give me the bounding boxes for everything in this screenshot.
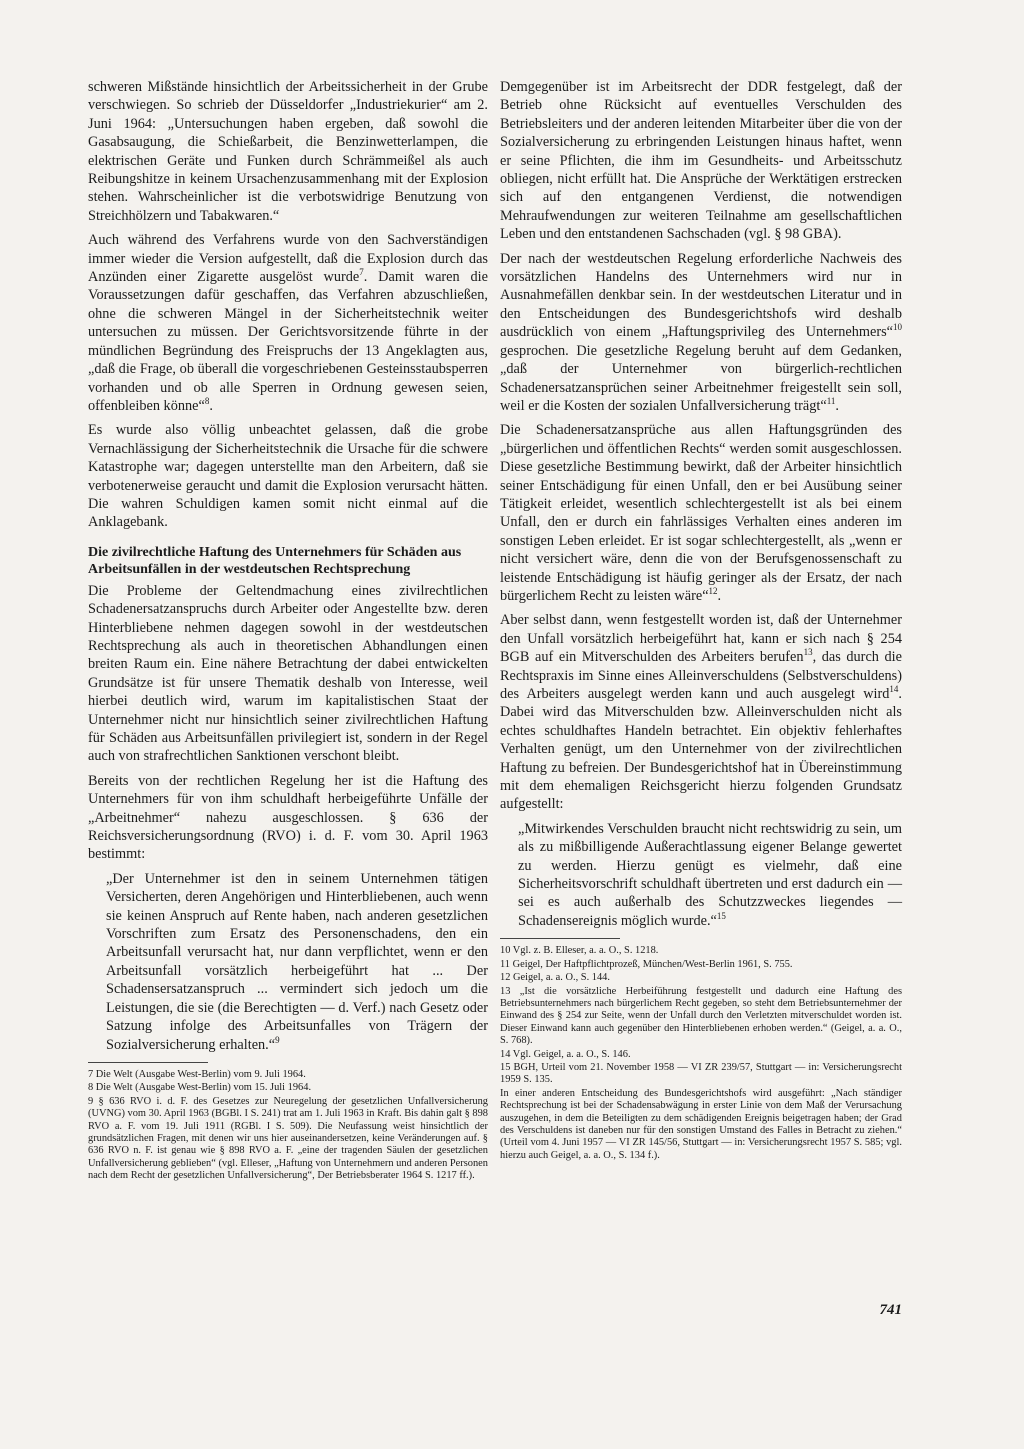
footnote-ref: 10 (893, 322, 902, 333)
footnote: 15 BGH, Urteil vom 21. November 1958 — VI ZR 239/57, Stuttgart — in: Versicherungsrecht 1959 S. 135. (500, 1061, 902, 1086)
paragraph: Die Schadenersatzansprüche aus allen Haftungsgründen des „bürgerlichen und öffentlichen Rechts“ werden somit ausgeschlossen. Diese gesetzliche Bestimmung bewirkt, daß der Arbeiter hinsichtlich seiner Entschädigung für einen Unfall, den er bei Ausübung seiner Tätigkeit erleidet, wesentlich schlechtergestellt ist als bei einem Unfall, den er durch ein fahrlässiges Verhalten eines anderen im sonstigen Leben erleidet. Er ist sogar schlechtergestellt, als „wenn er nicht versichert wäre, denn die von der Berufsgenossenschaft zu leistende Entschädigung ist häufig geringer als der Ersatz, der nach bürgerlichem Recht zu leisten wäre“$^{12}$. (500, 422, 902, 604)
footnote: 8 Die Welt (Ausgabe West-Berlin) vom 15. Juli 1964. (88, 1082, 312, 1094)
footnote-ref: 15 (716, 911, 726, 922)
paragraph: Auch während des Verfahrens wurde von den Sachverständigen immer wieder die Version aufgestellt, daß die Explosion durch das Anzünden einer Zigarette ausgelöst wurde$^7$. Damit waren die Voraussetzungen dafür geschaffen, das Verfahren abzuschließen, ohne die schweren Mängel in der Sicherheitstechnik weiter untersuchen zu müssen. Der Gerichtsvorsitzende führte in der mündlichen Begründung des Freispruchs der 13 Angeklagten aus, „daß die Frage, ob überall die vorgeschriebenen Gesteinsstaubsperren vorhanden und ob alle Sperren in Ordnung gewesen seien, offenbleiben könne“$^8$. (88, 232, 488, 414)
paragraph: Die Probleme der Geltendmachung eines zivilrechtlichen Schadenersatzanspruchs durch Arbeiter oder Angestellte bzw. deren Hinterbliebene nehmen dagegen sowohl in der westdeutschen Rechtsprechung als auch in theoretischen Abhandlungen einen breiten Raum ein. Eine nähere Betrachtung der dabei entwickelten Grundsätze ist für unsere Thematik deshalb von Interesse, weil hierbei deutlich wird, warum im kapitalistischen Staat der Unternehmer nicht nur hinsichtlich seiner zivilrechtlichen Haftung für Schäden aus Arbeitsunfällen privilegiert ist, sondern in der Regel auch von strafrechtlichen Sanktionen verschont bleibt. (88, 582, 488, 765)
block-quote: „Der Unternehmer ist den in seinem Unternehmen tätigen Versicherten, deren Angehörigen und Hinterbliebenen, auch wenn sie keinen Anspruch auf Rente haben, nach anderen gesetzlichen Vorschriften zum Ersatz des Personenschadens, den ein Arbeitsunfall verursacht hat, nur dann verpflichtet, wenn er den Arbeitsunfall vorsätzlich herbeigeführt hat ... Der Schadensersatzanspruch ... vermindert sich jedoch um die Leistungen, die sie (die Berechtigten — d. Verf.) nach Gesetz oder Satzung infolge des Arbeitsunfalles von Trägern der Sozialversicherung erhalten.“$^9$ (106, 870, 488, 1053)
footnote-divider (500, 938, 620, 939)
paragraph: Aber selbst dann, wenn festgestellt worden ist, daß der Unternehmer den Unfall vorsätzlich herbeigeführt hat, kann er sich nach § 254 BGB auf ein Mitverschulden des Arbeiters berufen$^{13}$, das durch die Rechtspraxis im Sinne eines Alleinverschuldens (Selbstverschuldens) des Arbeiters ausgelegt werden kann und auch ausgelegt wird$^{14}$. Dabei wird das Mitverschulden bzw. Alleinverschulden nicht als echtes schuldhaftes Handeln betrachtet. Ein objektiv fehlerhaftes Verhalten genügt, um den Unternehmer von der zivilrechtlichen Haftung zu befreien. Der Bundesgerichtshof hat in Übereinstimmung mit dem ehemaligen Reichsgericht hierzu folgenden Grundsatz aufgestellt: (500, 612, 903, 813)
paragraph: schweren Mißstände hinsichtlich der Arbeitssicherheit in der Grube verschwiegen. So schrieb der Düsseldorfer „Industriekurier“ am 2. Juni 1964: „Untersuchungen haben ergeben, daß sowohl die Gasabsaugung, die Schießarbeit, die Benzinwetterlampen, die elektrischen Geräte und Funken durch Schrämmeißel als auch Reibungshitze in keinem Ursachenzusammenhang mit der Explosion stehen. Wahrscheinlicher ist die verbotswidrige Benutzung von Streichhölzern und Tabakwaren.“ (88, 79, 488, 224)
footnote-ref: 13 (803, 647, 813, 658)
footnote: 10 Vgl. z. B. Elleser, a. a. O., S. 1218. (500, 945, 659, 957)
footnote-continuation: In einer anderen Entscheidung des Bundesgerichtshofs wird ausgeführt: „Nach ständiger Rechtsprechung ist bei der Schadensabwägung in erster Linie von dem Maß der Verursachung auszugehen, in dem die Beteiligten zu dem schädigenden Ereignis beigetragen haben; der Grad des Verschuldens ist daneben nur für den sonstigen Umstand des Falles in Betracht zu ziehen.“ (Urteil vom 4. Juni 1957 — VI ZR 145/56, Stuttgart — in: Versicherungsrecht 1957 S. 585; vgl. hierzu auch Geigel, a. a. O., S. 134 f.). (500, 1087, 902, 1161)
footnote-ref: 14 (889, 684, 899, 695)
footnote: 11 Geigel, Der Haftpflichtprozeß, München/West-Berlin 1961, S. 755. (500, 958, 793, 970)
right-column (500, 78, 902, 1162)
footnote: 13 „Ist die vorsätzliche Herbeiführung festgestellt und dadurch eine Haftung des Betriebsunternehmers nach bürgerlichem Recht gegeben, so steht dem Betriebsunternehmer der Einwand des § 254 zur Seite, wenn der Unfall durch den Verletzten mitverschuldet worden ist. Dieser Einwand kann auch gegenüber den Hinterbliebenen erhoben werden.“ (Geigel, a. a. O., S. 768). (500, 985, 902, 1047)
page-number: 741 (879, 1302, 902, 1318)
footnote-ref: 12 (708, 586, 718, 597)
footnote-divider (88, 1062, 208, 1063)
block-quote: „Mitwirkendes Verschulden braucht nicht rechtswidrig zu sein, um als zu mißbilligende Außerachtlassung eigener Belange gewertet zu werden. Hierzu genügt es vielmehr, daß eine Sicherheitsvorschrift schuldhaft übertreten und erst dadurch ein — sei es auch außerhalb des Schutzzweckes liegendes — Schadensereignis möglich wurde.“$^{15}$ (518, 820, 902, 929)
footnote-ref: 11 (826, 396, 836, 407)
paragraph: Bereits von der rechtlichen Regelung her ist die Haftung des Unternehmers für von ihm schuldhaft herbeigeführte Unfälle der „Arbeitnehmer“ nahezu ausgeschlossen. § 636 der Reichsversicherungsordnung (RVO) i. d. F. vom 30. April 1963 bestimmt: (88, 772, 488, 863)
paragraph: Es wurde also völlig unbeachtet gelassen, daß die grobe Vernachlässigung der Sicherheitstechnik die Ursache für die schwere Katastrophe war; dagegen unterstellte man den Arbeitern, daß sie verbotenerweise geraucht und damit die Explosion verursacht hätten. Die wahren Schuldigen kamen somit nicht einmal auf die Anklagebank. (88, 422, 488, 531)
footnote: 7 Die Welt (Ausgabe West-Berlin) vom 9. Juli 1964. (88, 1068, 306, 1080)
left-column (88, 78, 488, 1184)
section-heading: Die zivilrechtliche Haftung des Unternehmers für Schäden aus Arbeitsunfällen in der westdeutschen Rechtsprechung (88, 544, 462, 577)
paragraph: Demgegenüber ist im Arbeitsrecht der DDR festgelegt, daß der Betrieb ohne Rücksicht auf eventuelles Verschulden des Betriebsleiters und der anderen leitenden Mitarbeiter über die von der Sozialversicherung zu erbringenden Leistungen hinaus haftet, wenn er seine Pflichten, die ihm im Gesundheits- und Arbeitsschutz obliegen, nicht erfüllt hat. Die Ansprüche der Werktätigen erstrecken sich auf den entgangenen Verdienst, die notwendigen Mehraufwendungen zur weiteren Teilnahme am gesellschaftlichen Leben und den entstandenen Sachschaden (vgl. § 98 GBA). (500, 79, 902, 243)
paragraph: Der nach der westdeutschen Regelung erforderliche Nachweis des vorsätzlichen Handelns des Unternehmers wird nur in Ausnahmefällen denkbar sein. In der westdeutschen Literatur und in den Entscheidungen des Bundesgerichtshofs wird deshalb ausdrücklich von einem „Haftungsprivileg des Unternehmers“$^{10}$ gesprochen. Die gesetzliche Regelung beruht auf dem Gedanken, „daß der Unternehmer von bürgerlich-rechtlichen Schadenersatzansprüchen seiner Arbeitnehmer freigestellt sein soll, weil er die Kosten der sozialen Unfallversicherung trägt“$^{11}$. (500, 250, 902, 414)
footnote-ref: 9 (275, 1034, 280, 1045)
footnote: 9 § 636 RVO i. d. F. des Gesetzes zur Neuregelung der gesetzlichen Unfallversicherung (UVNG) vom 30. April 1963 (BGBl. I S. 241) trat am 1. Juli 1963 in Kraft. Bis dahin galt § 898 RVO a. F. vom 19. Juli 1911 (RGBl. I S. 509). Die Neufassung weist hinsichtlich der grundsätzlichen Fragen, mit denen wir uns hier auseinandersetzen, keine Veränderungen auf. § 636 RVO n. F. ist genau wie § 898 RVO a. F. „eine der tragenden Säulen der gesetzlichen Unfallversicherung geblieben“ (vgl. Elleser, „Haftung von Unternehmern und anderen Personen nach dem Recht der gesetzlichen Unfallversicherung“, Der Betriebsberater 1964 S. 1217 ff.). (88, 1095, 488, 1182)
footnote: 12 Geigel, a. a. O., S. 144. (500, 972, 610, 984)
footnote-ref: 7 (359, 267, 364, 278)
footnote-ref: 8 (204, 396, 210, 407)
footnote: 14 Vgl. Geigel, a. a. O., S. 146. (500, 1048, 631, 1060)
